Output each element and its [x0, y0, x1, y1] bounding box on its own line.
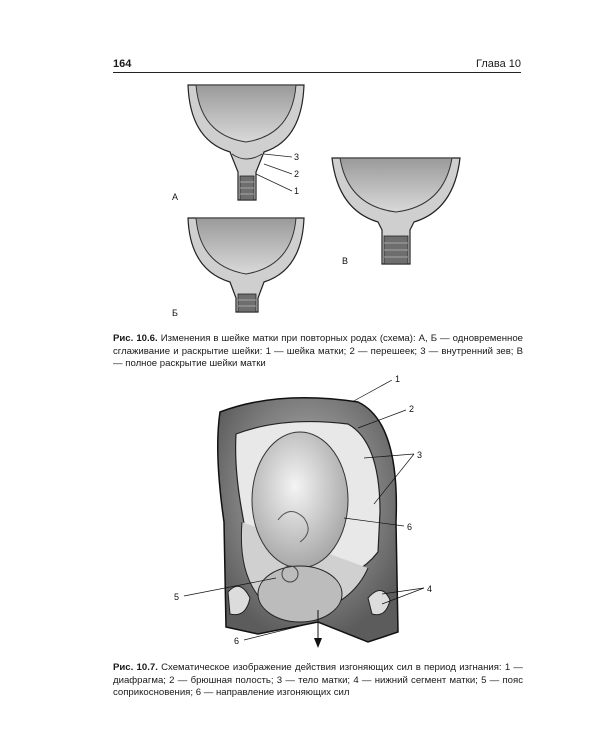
header-rule: [113, 72, 521, 73]
panel-v-drawing: [332, 158, 460, 264]
callout-5: 5: [174, 592, 180, 602]
chapter-title: Глава 10: [475, 58, 521, 70]
panel-label-a: А: [172, 192, 179, 202]
panel-b-drawing: [188, 218, 304, 312]
callout-2: 2: [409, 404, 415, 414]
panel-a-drawing: [188, 85, 304, 200]
callout-3: 3: [294, 152, 300, 162]
panel-label-v: В: [342, 256, 349, 266]
figure-10-6-illustration: [160, 80, 480, 320]
page-number: 164: [113, 58, 132, 70]
callout-3: 3: [417, 450, 423, 460]
figure-10-7-number: Рис. 10.7.: [113, 662, 158, 673]
figure-10-6-caption-text: Изменения в шейке матки при повторных родах (схема): А, Б — одновременное сглаживание и раскрытие шейки: 1 — шейка матки; 2 — перешеек; 3 — внутренний зев; В — полное раскрытие шейки матки: [113, 333, 523, 369]
callout-6-lower: 6: [234, 636, 240, 646]
panel-label-b: Б: [172, 308, 178, 318]
figure-10-7-caption: [113, 662, 523, 700]
expulsion-direction-arrowhead: [314, 638, 322, 648]
page-header: [113, 58, 521, 72]
figure-10-6-caption: [113, 333, 523, 371]
callout-6-upper: 6: [407, 522, 413, 532]
callout-4: 4: [427, 584, 433, 594]
figure-10-7-caption-text: Схематическое изображение действия изгоняющих сил в период изгнания: 1 — диафрагма; 2 — брюшная полость; 3 — тело матки; 4 — нижний сегмент матки; 5 — пояс соприкосновения; 6 — направление изгоняющих сил: [113, 662, 523, 698]
callout-2: 2: [294, 169, 300, 179]
abdomen-drawing: [218, 398, 398, 642]
figure-10-6-number: Рис. 10.6.: [113, 333, 158, 344]
callout-1: 1: [395, 374, 401, 384]
callout-1: 1: [294, 186, 300, 196]
figure-10-7-illustration: [168, 372, 450, 662]
